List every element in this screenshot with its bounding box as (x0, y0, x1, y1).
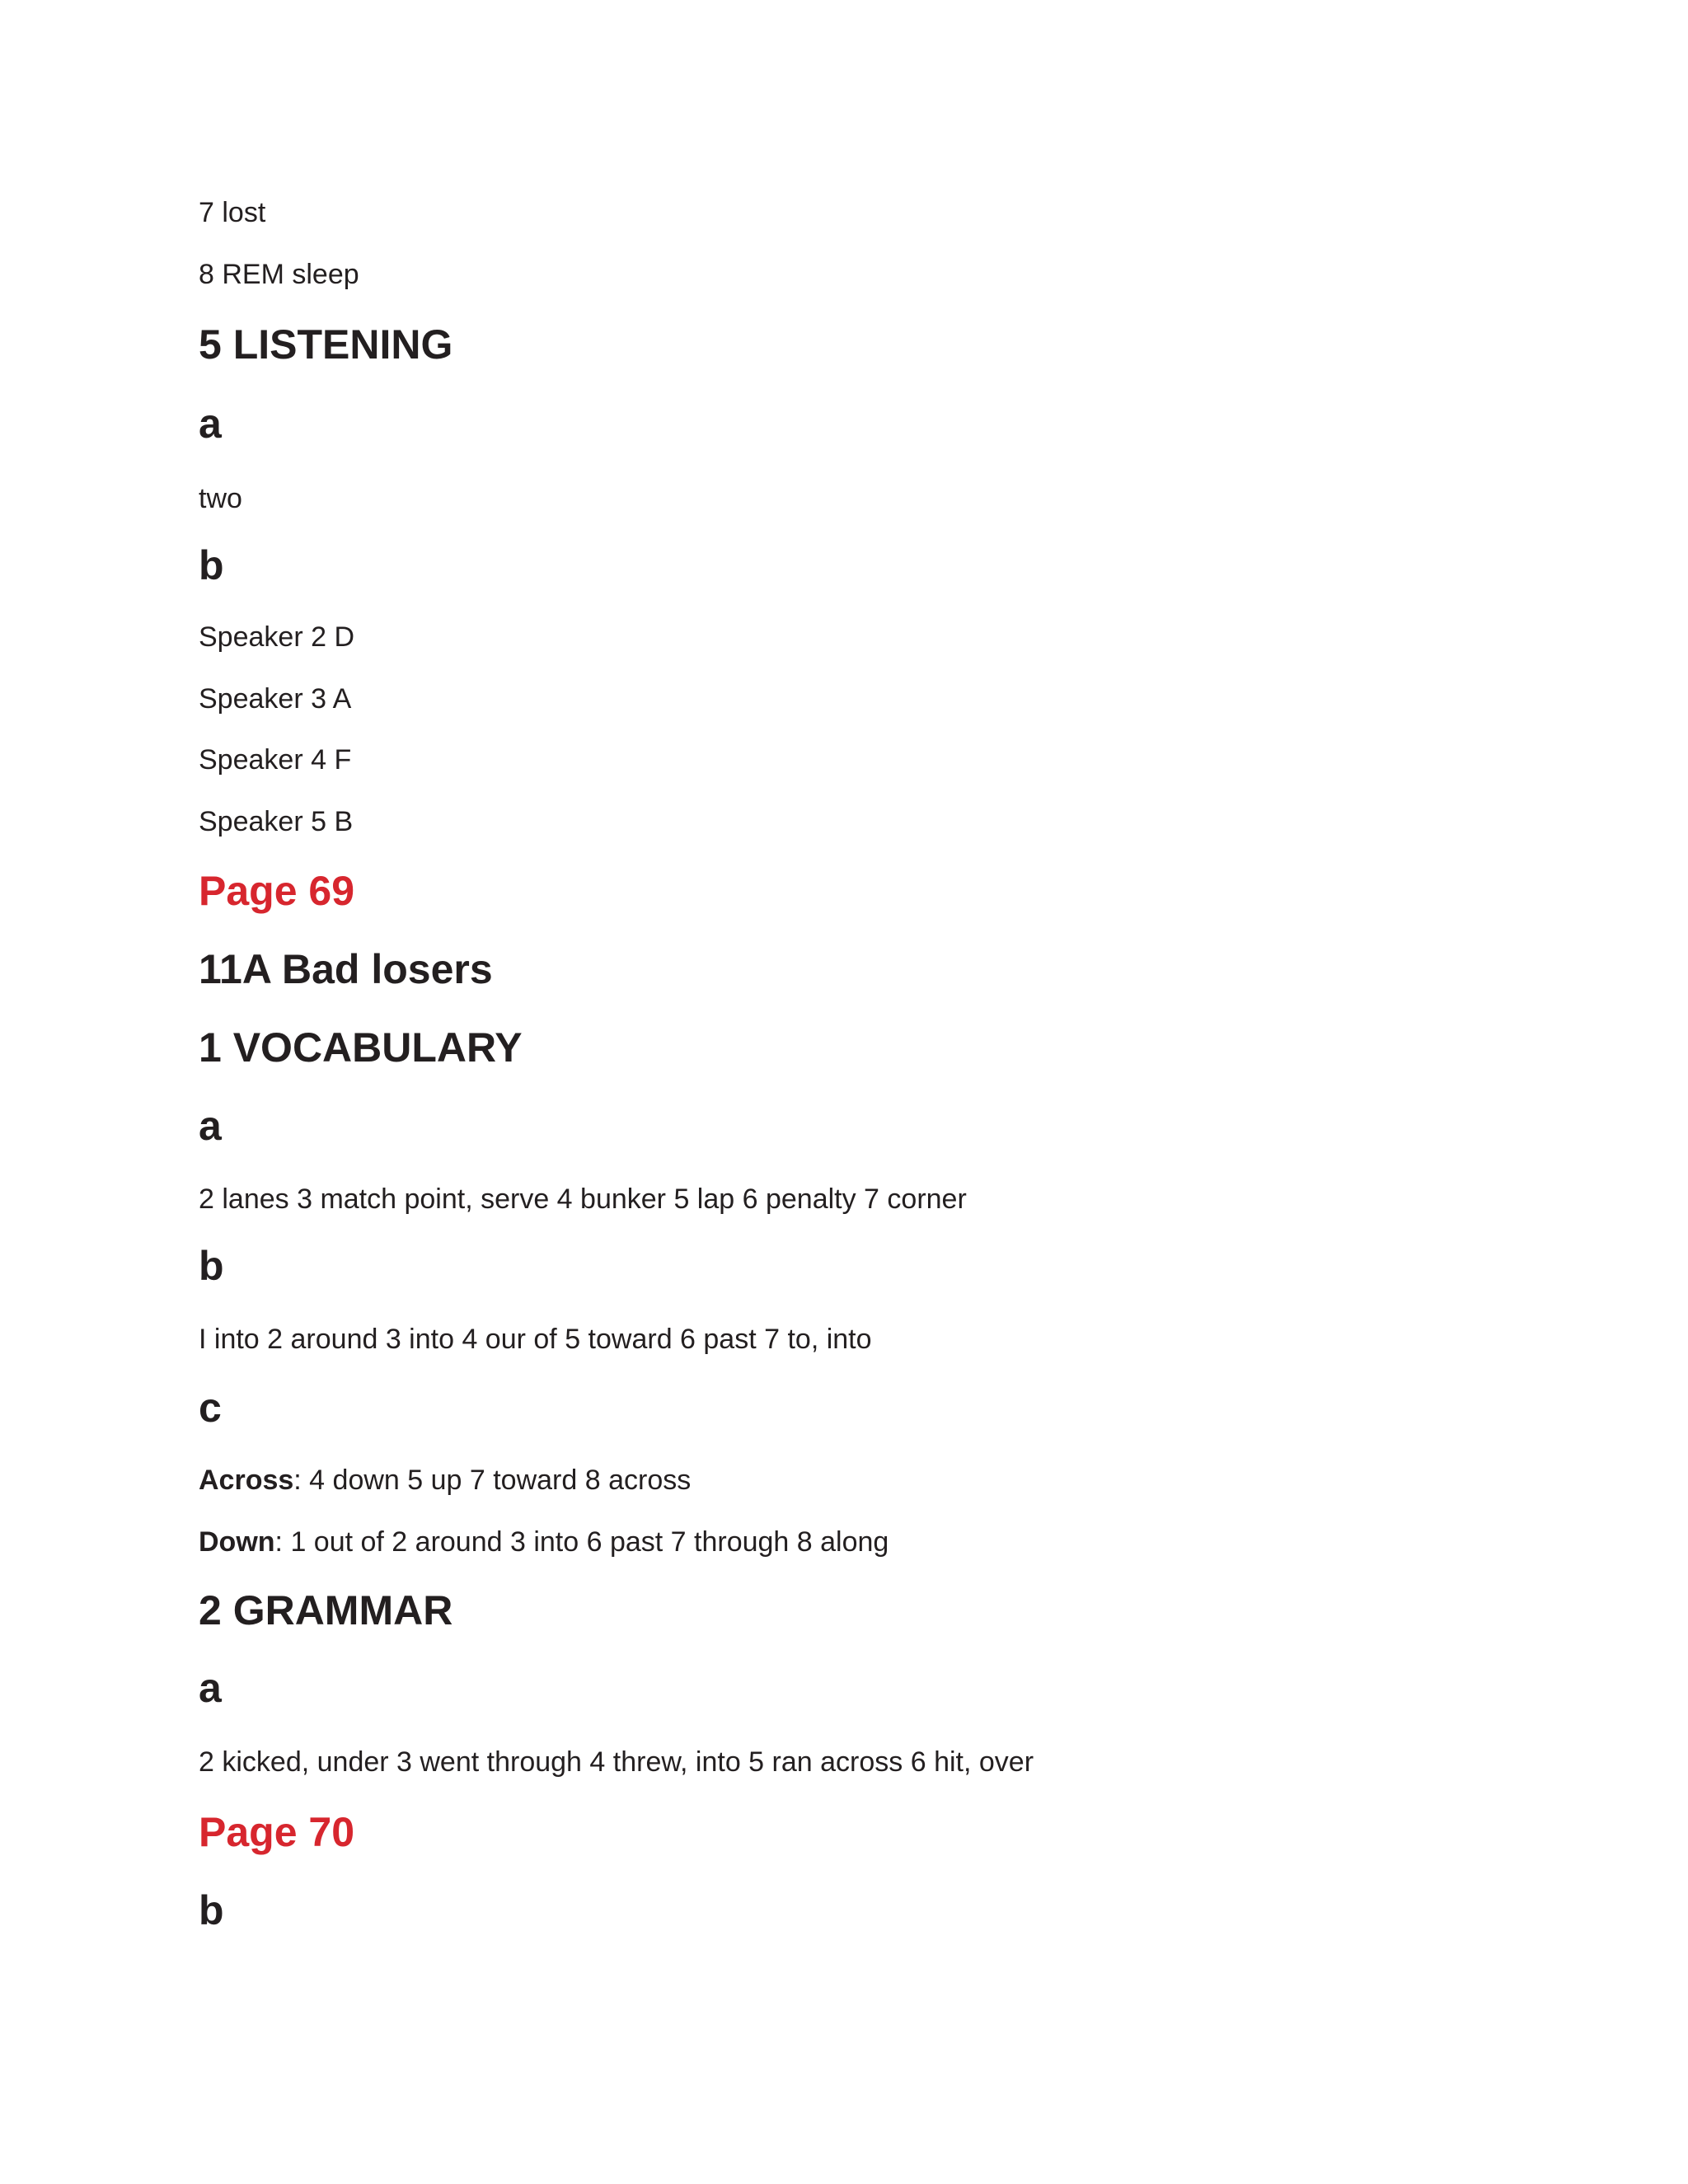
section-heading-listening: 5 LISTENING (199, 321, 453, 368)
across-text: : 4 down 5 up 7 toward 8 across (293, 1465, 692, 1496)
answer-line-8: 8 REM sleep (199, 259, 359, 290)
subsection-heading-a: a (199, 401, 222, 447)
page-marker-70: Page 70 (199, 1809, 355, 1855)
vocabulary-answers-b: I into 2 around 3 into 4 our of 5 toward 6 past 7 to, into (199, 1324, 872, 1355)
down-text: : 1 out of 2 around 3 into 6 past 7 through 8 along (274, 1526, 889, 1558)
answer-line-7: 7 lost (199, 197, 266, 228)
down-label: Down (199, 1526, 275, 1558)
page-marker-69: Page 69 (199, 868, 355, 914)
answer-line-two: two (199, 483, 242, 514)
subsection-heading-c: c (199, 1385, 222, 1431)
speaker-line-3: Speaker 3 A (199, 683, 352, 715)
vocabulary-answers-a: 2 lanes 3 match point, serve 4 bunker 5 lap 6 penalty 7 corner (199, 1183, 967, 1215)
subsection-heading-a: a (199, 1103, 222, 1149)
speaker-line-5: Speaker 5 B (199, 806, 354, 837)
across-answers (199, 1464, 691, 1497)
across-label: Across (199, 1465, 294, 1496)
unit-title: 11A Bad losers (199, 946, 493, 992)
subsection-heading-b: b (199, 1887, 224, 1933)
section-heading-grammar: 2 GRAMMAR (199, 1587, 453, 1633)
down-answers (199, 1526, 889, 1558)
subsection-heading-a: a (199, 1665, 222, 1711)
subsection-heading-b: b (199, 1243, 224, 1289)
section-heading-vocabulary: 1 VOCABULARY (199, 1024, 523, 1071)
speaker-line-2: Speaker 2 D (199, 621, 354, 653)
speaker-line-4: Speaker 4 F (199, 744, 352, 776)
subsection-heading-b: b (199, 542, 224, 588)
grammar-answers-a: 2 kicked, under 3 went through 4 threw, into 5 ran across 6 hit, over (199, 1746, 1034, 1778)
